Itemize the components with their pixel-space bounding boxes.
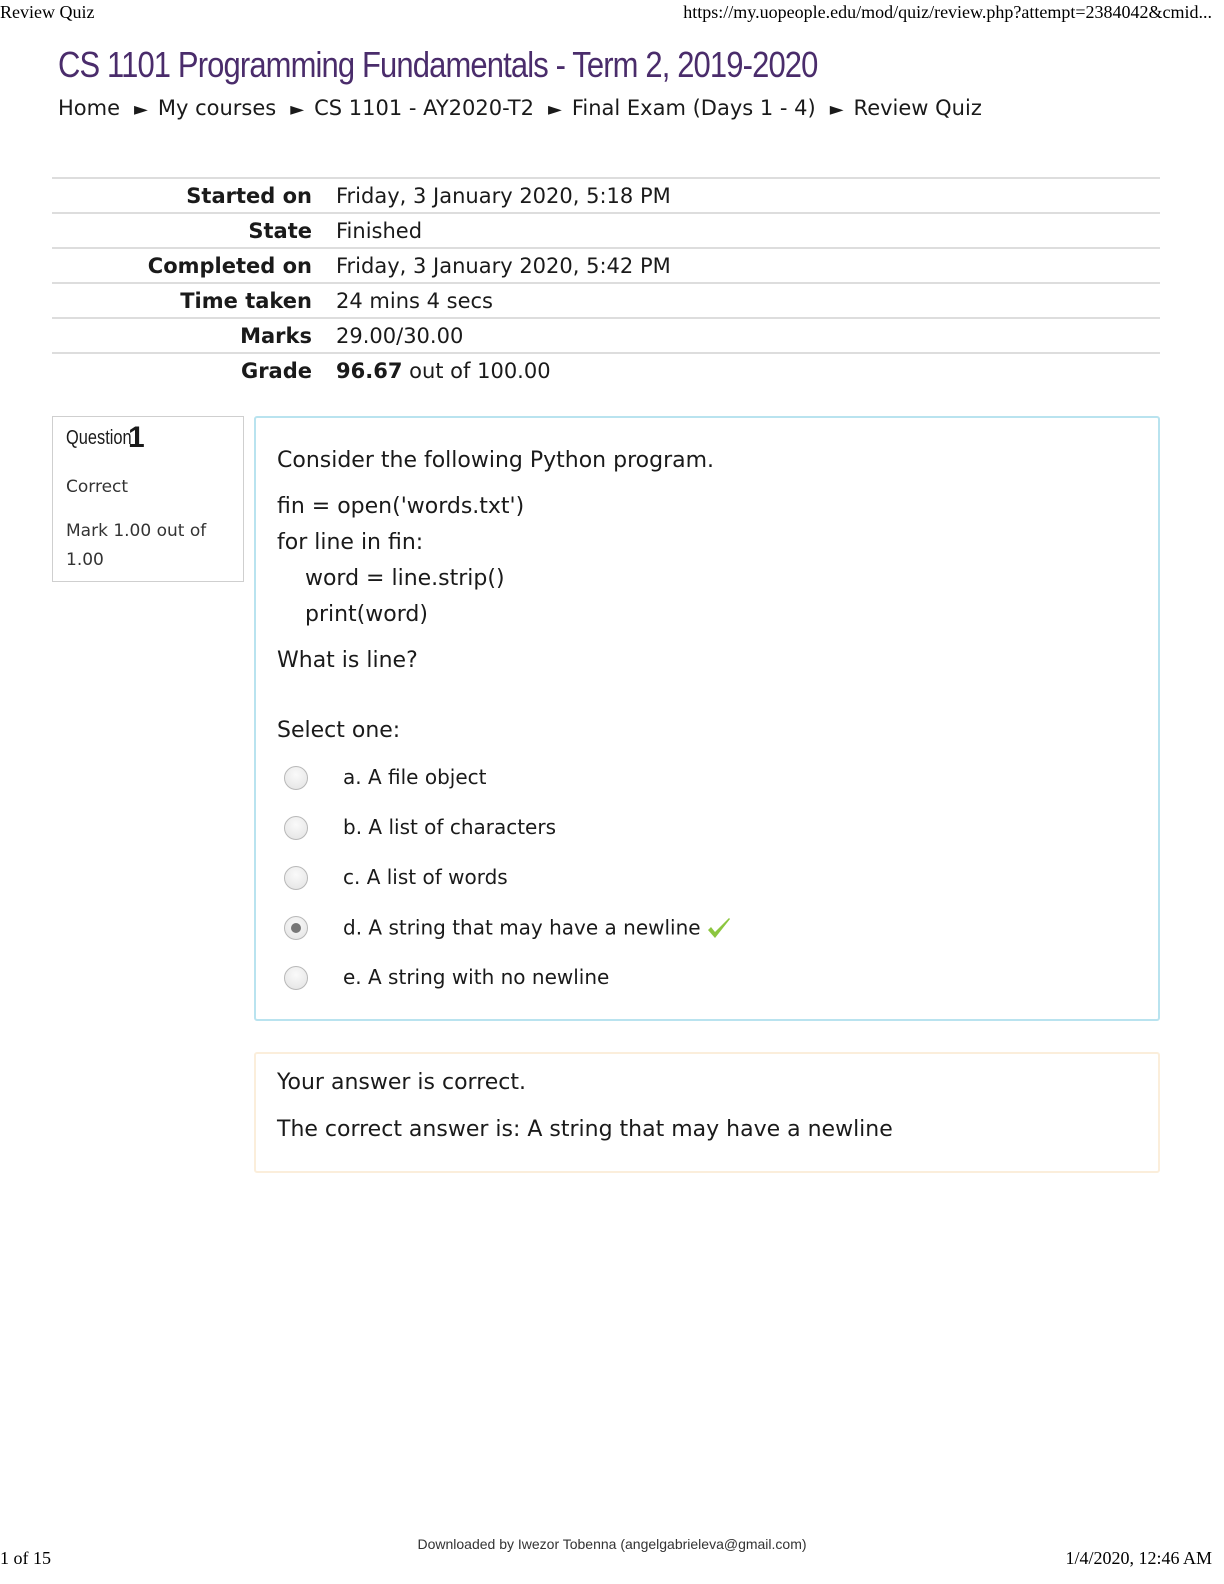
print-header-url: https://my.uopeople.edu/mod/quiz/review.php?attempt=2384042&cmid... — [683, 2, 1212, 22]
question-info-box — [52, 416, 244, 582]
answer-option-a[interactable] — [284, 760, 984, 800]
breadcrumb-review-quiz: Review Quiz — [853, 96, 982, 120]
grade-out-of: out of 100.00 — [402, 358, 551, 383]
answer-option-label — [343, 915, 733, 943]
radio-button[interactable] — [284, 866, 308, 890]
quiz-summary-table — [52, 177, 1160, 387]
radio-button[interactable] — [284, 766, 308, 790]
page-count: 1 of 15 — [0, 1548, 51, 1568]
question-code-line: for line in fin: — [277, 530, 424, 555]
feedback-correct-answer: The correct answer is: A string that may have a newline — [277, 1117, 893, 1142]
breadcrumb-home[interactable]: Home — [58, 96, 121, 120]
summary-value: Friday, 3 January 2020, 5:18 PM — [336, 178, 1160, 213]
feedback-result: Your answer is correct. — [277, 1070, 527, 1095]
summary-value: Finished — [336, 213, 1160, 248]
breadcrumb-my-courses[interactable]: My courses — [157, 96, 277, 120]
question-ask: What is line? — [277, 648, 418, 673]
feedback-box — [254, 1052, 1160, 1173]
summary-label: Marks — [52, 318, 336, 353]
answer-option-label: b. A list of characters — [343, 815, 557, 839]
radio-button-selected[interactable] — [284, 916, 308, 940]
summary-value: 24 mins 4 secs — [336, 283, 1160, 318]
download-notice: Downloaded by Iwezor Tobenna (angelgabrieleva@gmail.com) — [417, 1536, 807, 1552]
question-mark: Mark 1.00 out of 1.00 — [66, 521, 207, 570]
summary-label: Completed on — [52, 248, 336, 283]
summary-value: 29.00/30.00 — [336, 318, 1160, 353]
summary-row-time-taken — [52, 283, 1160, 318]
breadcrumb-separator: ► — [829, 99, 844, 120]
page-title: CS 1101 Programming Fundamentals - Term 2, 2019-2020 — [58, 44, 818, 85]
answer-option-label: e. A string with no newline — [343, 965, 610, 989]
question-state: Correct — [66, 477, 129, 497]
summary-row-marks — [52, 318, 1160, 353]
summary-label: State — [52, 213, 336, 248]
select-one-prompt: Select one: — [277, 718, 401, 743]
breadcrumb-separator: ► — [134, 99, 148, 120]
question-code-line: word = line.strip() — [277, 566, 505, 591]
summary-row-started — [52, 178, 1160, 213]
summary-row-grade — [52, 353, 1160, 387]
summary-label: Time taken — [52, 283, 336, 318]
grade-value: 96.67 — [336, 358, 403, 383]
print-header-title: Review Quiz — [0, 2, 95, 22]
summary-value — [336, 353, 1160, 387]
summary-row-completed — [52, 248, 1160, 283]
question-number-value: 1 — [128, 421, 145, 454]
summary-label: Started on — [52, 178, 336, 213]
breadcrumb — [58, 96, 982, 120]
breadcrumb-course[interactable]: CS 1101 - AY2020-T2 — [314, 96, 534, 120]
breadcrumb-separator: ► — [547, 99, 562, 120]
question-label: Question — [66, 427, 132, 449]
question-code-line: print(word) — [277, 602, 428, 627]
radio-button[interactable] — [284, 966, 308, 990]
breadcrumb-separator: ► — [290, 99, 305, 120]
radio-button[interactable] — [284, 816, 308, 840]
print-timestamp: 1/4/2020, 12:46 AM — [1065, 1548, 1212, 1568]
answer-option-b[interactable] — [284, 810, 984, 850]
question-number — [66, 421, 146, 454]
answer-option-c[interactable] — [284, 860, 984, 900]
answer-option-d[interactable] — [284, 910, 984, 950]
question-text: Consider the following Python program. — [277, 448, 715, 473]
summary-value: Friday, 3 January 2020, 5:42 PM — [336, 248, 1160, 283]
question-content — [254, 416, 1160, 1021]
answer-option-label: a. A file object — [343, 765, 487, 789]
answer-option-e[interactable] — [284, 960, 984, 1000]
answer-option-text: d. A string that may have a newline — [343, 915, 701, 940]
summary-row-state — [52, 213, 1160, 248]
question-code-line: fin = open('words.txt') — [277, 494, 525, 519]
summary-label: Grade — [52, 353, 336, 387]
check-icon — [705, 915, 733, 943]
answer-option-label: c. A list of words — [343, 865, 508, 889]
breadcrumb-final-exam[interactable]: Final Exam (Days 1 - 4) — [571, 96, 816, 120]
